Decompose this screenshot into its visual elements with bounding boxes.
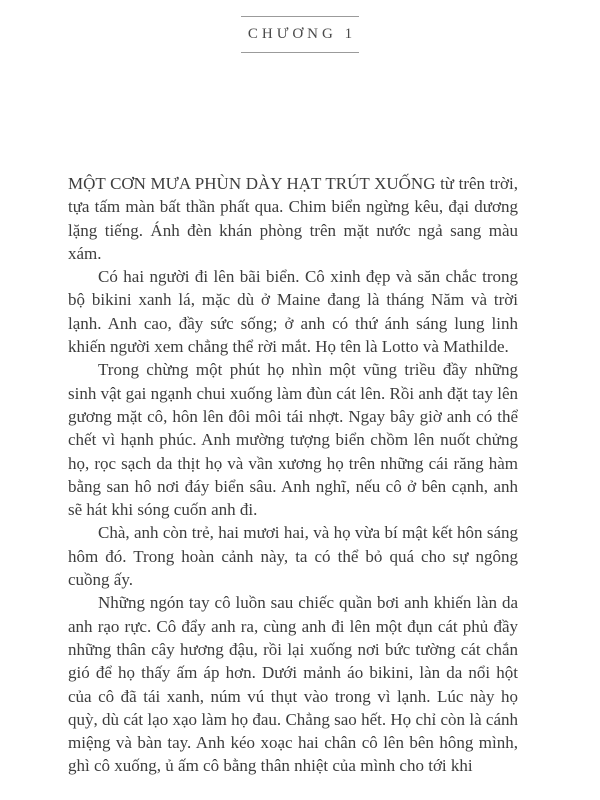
paragraph: Có hai người đi lên bãi biển. Cô xinh đẹp và săn chắc trong bộ bikini xanh lá, mặc dù ở Maine đang là tháng Năm và trời lạnh. Anh cao, đầy sức sống; ở anh có thứ ánh sáng lung linh khiến người xem chẳng thể rời mắt. Họ tên là Lotto và Mathilde.: [68, 267, 518, 357]
chapter-rule-bottom: [241, 52, 359, 53]
chapter-heading: [241, 16, 359, 53]
paragraph: Những ngón tay cô luồn sau chiếc quần bơi anh khiến làn da anh rạo rực. Cô đẩy anh ra, cùng anh đi lên một đụn cát phủ đầy những thân cây hương đậu, rồi lại xuống nơi bức tường cát chắn gió để họ thấy ấm áp hơn. Dưới mảnh áo bikini, làn da nổi hột của cô đã tái xanh, núm vú thụt vào trong vì lạnh. Lúc này họ quỳ, dù cát lạo xạo làm họ đau. Chẳng sao hết. Họ chỉ còn là cánh miệng và bàn tay. Anh kéo xoạc hai chân cô lên bên hông mình, ghì cô xuống, ủ ấm cô bằng thân nhiệt của mình cho tới khi: [68, 593, 518, 776]
chapter-title: CHƯƠNG 1: [247, 26, 357, 42]
paragraph-opening: MỘT CƠN MƯA PHÙN DÀY HẠT TRÚT XUỐNG từ trên trời, tựa tấm màn bất thần phất qua. Chim biển ngừng kêu, đại dương lặng tiếng. Ánh đèn khán phòng trên mặt nước ngả sang màu xám.: [68, 174, 518, 263]
paragraph: Chà, anh còn trẻ, hai mươi hai, và họ vừa bí mật kết hôn sáng hôm đó. Trong hoàn cảnh này, ta có thể bỏ quá cho sự ngông cuồng ấy.: [68, 523, 518, 590]
paragraph: Trong chừng một phút họ nhìn một vũng triều đầy những sinh vật gai ngạnh chui xuống làm đùn cát lên. Rồi anh đặt tay lên gương mặt cô, hôn lên đôi môi tái nhợt. Ngay bây giờ anh có thể chết vì hạnh phúc. Anh mường tượng biển chồm lên nuốt chửng họ, rọc sạch da thịt họ và vần xương họ trên những cái răng hàm bằng san hô nơi đáy biển sâu. Anh nghĩ, nếu cô ở bên cạnh, anh sẽ hát khi sóng cuốn anh đi.: [68, 360, 518, 520]
body-text: [68, 172, 518, 778]
